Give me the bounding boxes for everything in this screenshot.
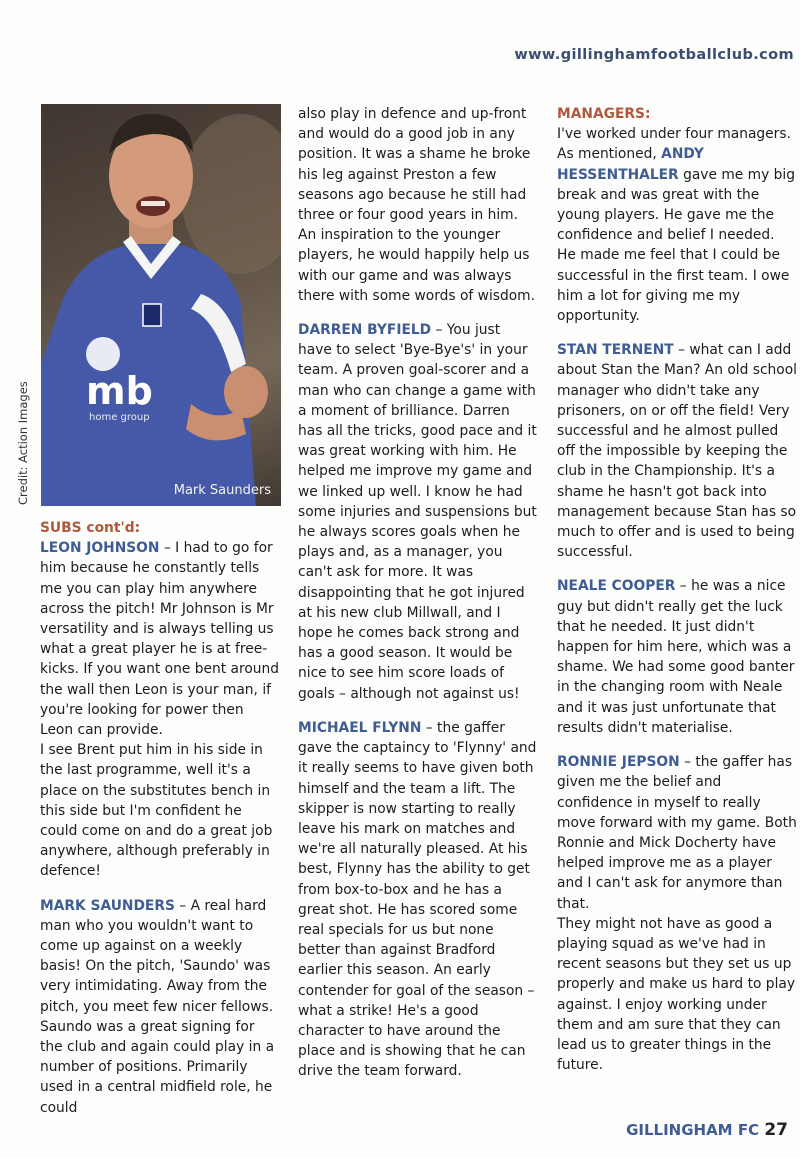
- player-illustration: [41, 104, 281, 506]
- paragraph-text: I've worked under four managers. As mentioned,: [557, 126, 791, 163]
- player-photo: [41, 104, 281, 506]
- paragraph-text: – the gaffer gave the captaincy to 'Flynny' and it really seems to have given both himself and the team a lift. The skipper is now starting to really leave his mark on matches and we're all naturally pleased. At his best, Flynny has the ability to get from box-to-box and he has a great shot. He has scored some real specials for us but none better than against Bradford earlier this season. An early contender for goal of the season – what a strike! He's a good character to have around the place and is showing that he can drive the team forward.: [298, 719, 537, 1080]
- section-heading-subs: SUBS cont'd:: [40, 520, 141, 536]
- paragraph-text: I see Brent put him in his side in the last programme, well it's a place on the substitutes bench in this side but I'm confident he could come on and do a great job anywhere, although preferably in defence!: [40, 742, 273, 880]
- manager-name-ronnie-jepson: RONNIE JEPSON: [557, 754, 680, 771]
- paragraph-text: – A real hard man who you wouldn't want to come up against on a weekly basis! On the pitch, 'Saundo' was very intimidating. Away from the pitch, you meet few nicer fellows. Saundo was a great signing for the club and again could play in a number of positions. Primarily used in a central midfield role, he could: [40, 897, 275, 1116]
- player-name-leon-johnson: LEON JOHNSON: [40, 540, 160, 557]
- player-name-michael-flynn: MICHAEL FLYNN: [298, 719, 422, 736]
- paragraph-text: – the gaffer has given me the belief and confidence in myself to really move forward with my game. Both Ronnie and Mick Docherty have helped improve me as a player and I can't ask for anymore than that.: [557, 754, 797, 912]
- footer-label: GILLINGHAM FC: [626, 1121, 760, 1139]
- paragraph-text: also play in defence and up-front and would do a good job in any position. It was a shame he broke his leg against Preston a few seasons ago because he still had three or four good years in him. An inspiration to the younger players, he would happily help us with our game and was always there with some words of wisdom.: [298, 106, 535, 304]
- paragraph-text: They might not have as good a playing squad as we've had in recent seasons but they set us up properly and make us hard to play against. I enjoy working under them and am sure that they can lead us to greater things in the future.: [557, 915, 796, 1074]
- photo-credit: Credit: Action Images: [16, 381, 30, 505]
- website-url: www.gillinghamfootballclub.com: [514, 47, 794, 63]
- player-name-mark-saunders: MARK SAUNDERS: [40, 897, 175, 914]
- sponsor-logo: mb: [86, 369, 153, 413]
- paragraph-text: gave me my big break and was great with the young players. He gave me the confidence and belief I needed. He made me feel that I could be successful in the first team. I owe him a lot for giving me my opportunity.: [557, 166, 795, 325]
- manager-name-andy-hessenthaler: ANDY HESSENTHALER: [557, 146, 704, 183]
- page-footer: [626, 1120, 788, 1140]
- manager-name-stan-ternent: STAN TERNENT: [557, 342, 674, 359]
- manager-name-neale-cooper: NEALE COOPER: [557, 578, 676, 595]
- sponsor-subtext: home group: [89, 412, 150, 423]
- paragraph-text: – what can I add about Stan the Man? An old school manager who didn't take any prisoners, on or off the field! Very successful and he almost pulled off the impossible by keeping the club in the Championship. It's a shame he hasn't got back into management because Stan has so much to offer and is used to being successful.: [557, 342, 798, 561]
- column-1: [40, 518, 280, 1132]
- player-name-darren-byfield: DARREN BYFIELD: [298, 322, 432, 339]
- section-heading-managers: MANAGERS:: [557, 106, 651, 122]
- column-2: [298, 104, 538, 1096]
- photo-caption: Mark Saunders: [173, 483, 271, 498]
- paragraph-text: – You just have to select 'Bye-Bye's' in your team. A proven goal-scorer and a man who can change a game with a moment of brilliance. Darren has all the tricks, good pace and it was great working with him. He helped me improve my game and we linked up well. I know he had some injuries and suspensions but he always scores goals when he plays and, as a manager, you can't ask for more. It was disappointing that he got injured at his new club Millwall, and I hope he comes back strong and has a good season. It would be nice to see him score loads of goals – although not against us!: [298, 322, 537, 702]
- column-3: [557, 104, 797, 1089]
- paragraph-text: – he was a nice guy but didn't really get the luck that he needed. It just didn't happen for him here, which was a shame. We had some good banter in the changing room with Neale and it was just unfortunate that results didn't materialise.: [557, 578, 795, 736]
- paragraph-text: – I had to go for him because he constantly tells me you can play him anywhere across the pitch! Mr Johnson is Mr versatility and is always telling us what a great player he is at free-kicks. If you want one bent around the wall then Leon is your man, if you're looking for power then Leon can provide.: [40, 540, 280, 739]
- page-number: 27: [764, 1120, 788, 1140]
